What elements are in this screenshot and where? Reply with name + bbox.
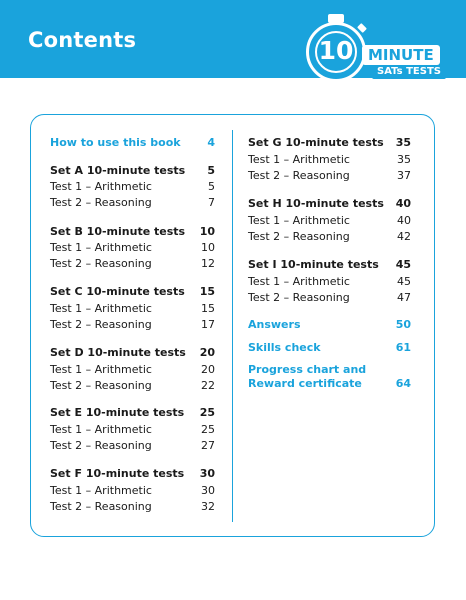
toc-set-b-test-1[interactable] (50, 241, 215, 255)
toc-label: Set A 10-minute tests (50, 164, 186, 177)
toc-label: Set G 10-minute tests (248, 136, 384, 149)
toc-page: 20 (199, 346, 215, 359)
toc-page: 30 (199, 467, 215, 480)
toc-page: 45 (395, 258, 411, 271)
toc-page: 64 (395, 377, 411, 390)
toc-page: 15 (201, 302, 215, 315)
toc-page: 15 (199, 285, 215, 298)
toc-page: 10 (201, 241, 215, 254)
toc-set-d-heading[interactable] (50, 346, 215, 360)
toc-page: 25 (201, 423, 215, 436)
toc-page: 17 (201, 318, 215, 331)
toc-entry-how-to-use[interactable] (50, 136, 215, 150)
toc-label: Test 2 – Reasoning (248, 169, 350, 182)
toc-label (248, 363, 366, 391)
toc-page: 10 (199, 225, 215, 238)
series-logo (298, 8, 458, 92)
toc-page: 22 (201, 379, 215, 392)
toc-set-b-heading[interactable] (50, 225, 215, 239)
toc-page: 45 (397, 275, 411, 288)
toc-label: Test 2 – Reasoning (50, 196, 152, 209)
toc-set-c-test-1[interactable] (50, 302, 215, 316)
toc-set-g-test-1[interactable] (248, 153, 411, 167)
toc-page: 35 (395, 136, 411, 149)
toc-label: Test 2 – Reasoning (248, 230, 350, 243)
toc-set-d-test-1[interactable] (50, 363, 215, 377)
toc-set-f-test-2[interactable] (50, 500, 215, 514)
toc-page: 5 (207, 164, 215, 177)
toc-label: Test 2 – Reasoning (50, 500, 152, 513)
toc-label: Set H 10-minute tests (248, 197, 384, 210)
toc-label: Test 1 – Arithmetic (50, 180, 152, 193)
toc-page: 27 (201, 439, 215, 452)
toc-label: Answers (248, 318, 301, 331)
toc-set-h-test-1[interactable] (248, 214, 411, 228)
toc-set-g-test-2[interactable] (248, 169, 411, 183)
toc-label: Set B 10-minute tests (50, 225, 186, 238)
toc-set-d-test-2[interactable] (50, 379, 215, 393)
toc-label: Test 1 – Arithmetic (50, 484, 152, 497)
toc-set-i-test-1[interactable] (248, 275, 411, 289)
toc-label-line-1: Progress chart and (248, 363, 367, 376)
column-divider (232, 130, 233, 522)
toc-page: 5 (208, 180, 215, 193)
logo-word: MINUTE (362, 45, 440, 65)
toc-page: 30 (201, 484, 215, 497)
toc-page: 40 (395, 197, 411, 210)
toc-set-e-heading[interactable] (50, 406, 215, 420)
toc-set-c-test-2[interactable] (50, 318, 215, 332)
page-title: Contents (28, 28, 137, 52)
toc-label: Test 2 – Reasoning (50, 257, 152, 270)
toc-label: Set C 10-minute tests (50, 285, 185, 298)
toc-set-g-heading[interactable] (248, 136, 411, 150)
toc-label: Test 1 – Arithmetic (248, 275, 350, 288)
toc-page: 20 (201, 363, 215, 376)
toc-label: Test 2 – Reasoning (50, 318, 152, 331)
toc-page: 32 (201, 500, 215, 513)
toc-page: 50 (395, 318, 411, 331)
toc-set-a-test-2[interactable] (50, 196, 215, 210)
toc-set-e-test-2[interactable] (50, 439, 215, 453)
toc-label: Test 1 – Arithmetic (248, 153, 350, 166)
toc-label: Test 1 – Arithmetic (248, 214, 350, 227)
toc-label: Set D 10-minute tests (50, 346, 186, 359)
toc-set-a-test-1[interactable] (50, 180, 215, 194)
toc-entry-progress-chart[interactable] (248, 363, 411, 391)
toc-label: Skills check (248, 341, 321, 354)
toc-set-h-test-2[interactable] (248, 230, 411, 244)
toc-page: 12 (201, 257, 215, 270)
toc-entry-answers[interactable] (248, 318, 411, 332)
toc-label: Test 2 – Reasoning (248, 291, 350, 304)
toc-label: Set E 10-minute tests (50, 406, 185, 419)
toc-entry-skills-check[interactable] (248, 341, 411, 355)
toc-label: Test 2 – Reasoning (50, 379, 152, 392)
toc-set-a-heading[interactable] (50, 164, 215, 178)
toc-set-c-heading[interactable] (50, 285, 215, 299)
toc-page: 42 (397, 230, 411, 243)
toc-page: 7 (208, 196, 215, 209)
toc-page: 25 (199, 406, 215, 419)
toc-label: Set I 10-minute tests (248, 258, 379, 271)
toc-label: Test 1 – Arithmetic (50, 423, 152, 436)
toc-label: Test 2 – Reasoning (50, 439, 152, 452)
toc-page: 61 (395, 341, 411, 354)
toc-label: How to use this book (50, 136, 181, 149)
toc-page: 35 (397, 153, 411, 166)
toc-page: 37 (397, 169, 411, 182)
toc-set-f-test-1[interactable] (50, 484, 215, 498)
toc-set-b-test-2[interactable] (50, 257, 215, 271)
toc-label: Test 1 – Arithmetic (50, 302, 152, 315)
toc-label: Test 1 – Arithmetic (50, 363, 152, 376)
toc-label-line-2: Reward certificate (248, 377, 362, 390)
toc-label: Test 1 – Arithmetic (50, 241, 152, 254)
toc-set-i-test-2[interactable] (248, 291, 411, 305)
logo-number: 10 (318, 36, 354, 65)
toc-label: Set F 10-minute tests (50, 467, 185, 480)
toc-set-h-heading[interactable] (248, 197, 411, 211)
toc-set-e-test-1[interactable] (50, 423, 215, 437)
toc-set-f-heading[interactable] (50, 467, 215, 481)
toc-page: 40 (397, 214, 411, 227)
toc-set-i-heading[interactable] (248, 258, 411, 272)
toc-page: 47 (397, 291, 411, 304)
toc-page: 4 (207, 136, 215, 149)
logo-subtitle: SATs TESTS (372, 65, 446, 79)
